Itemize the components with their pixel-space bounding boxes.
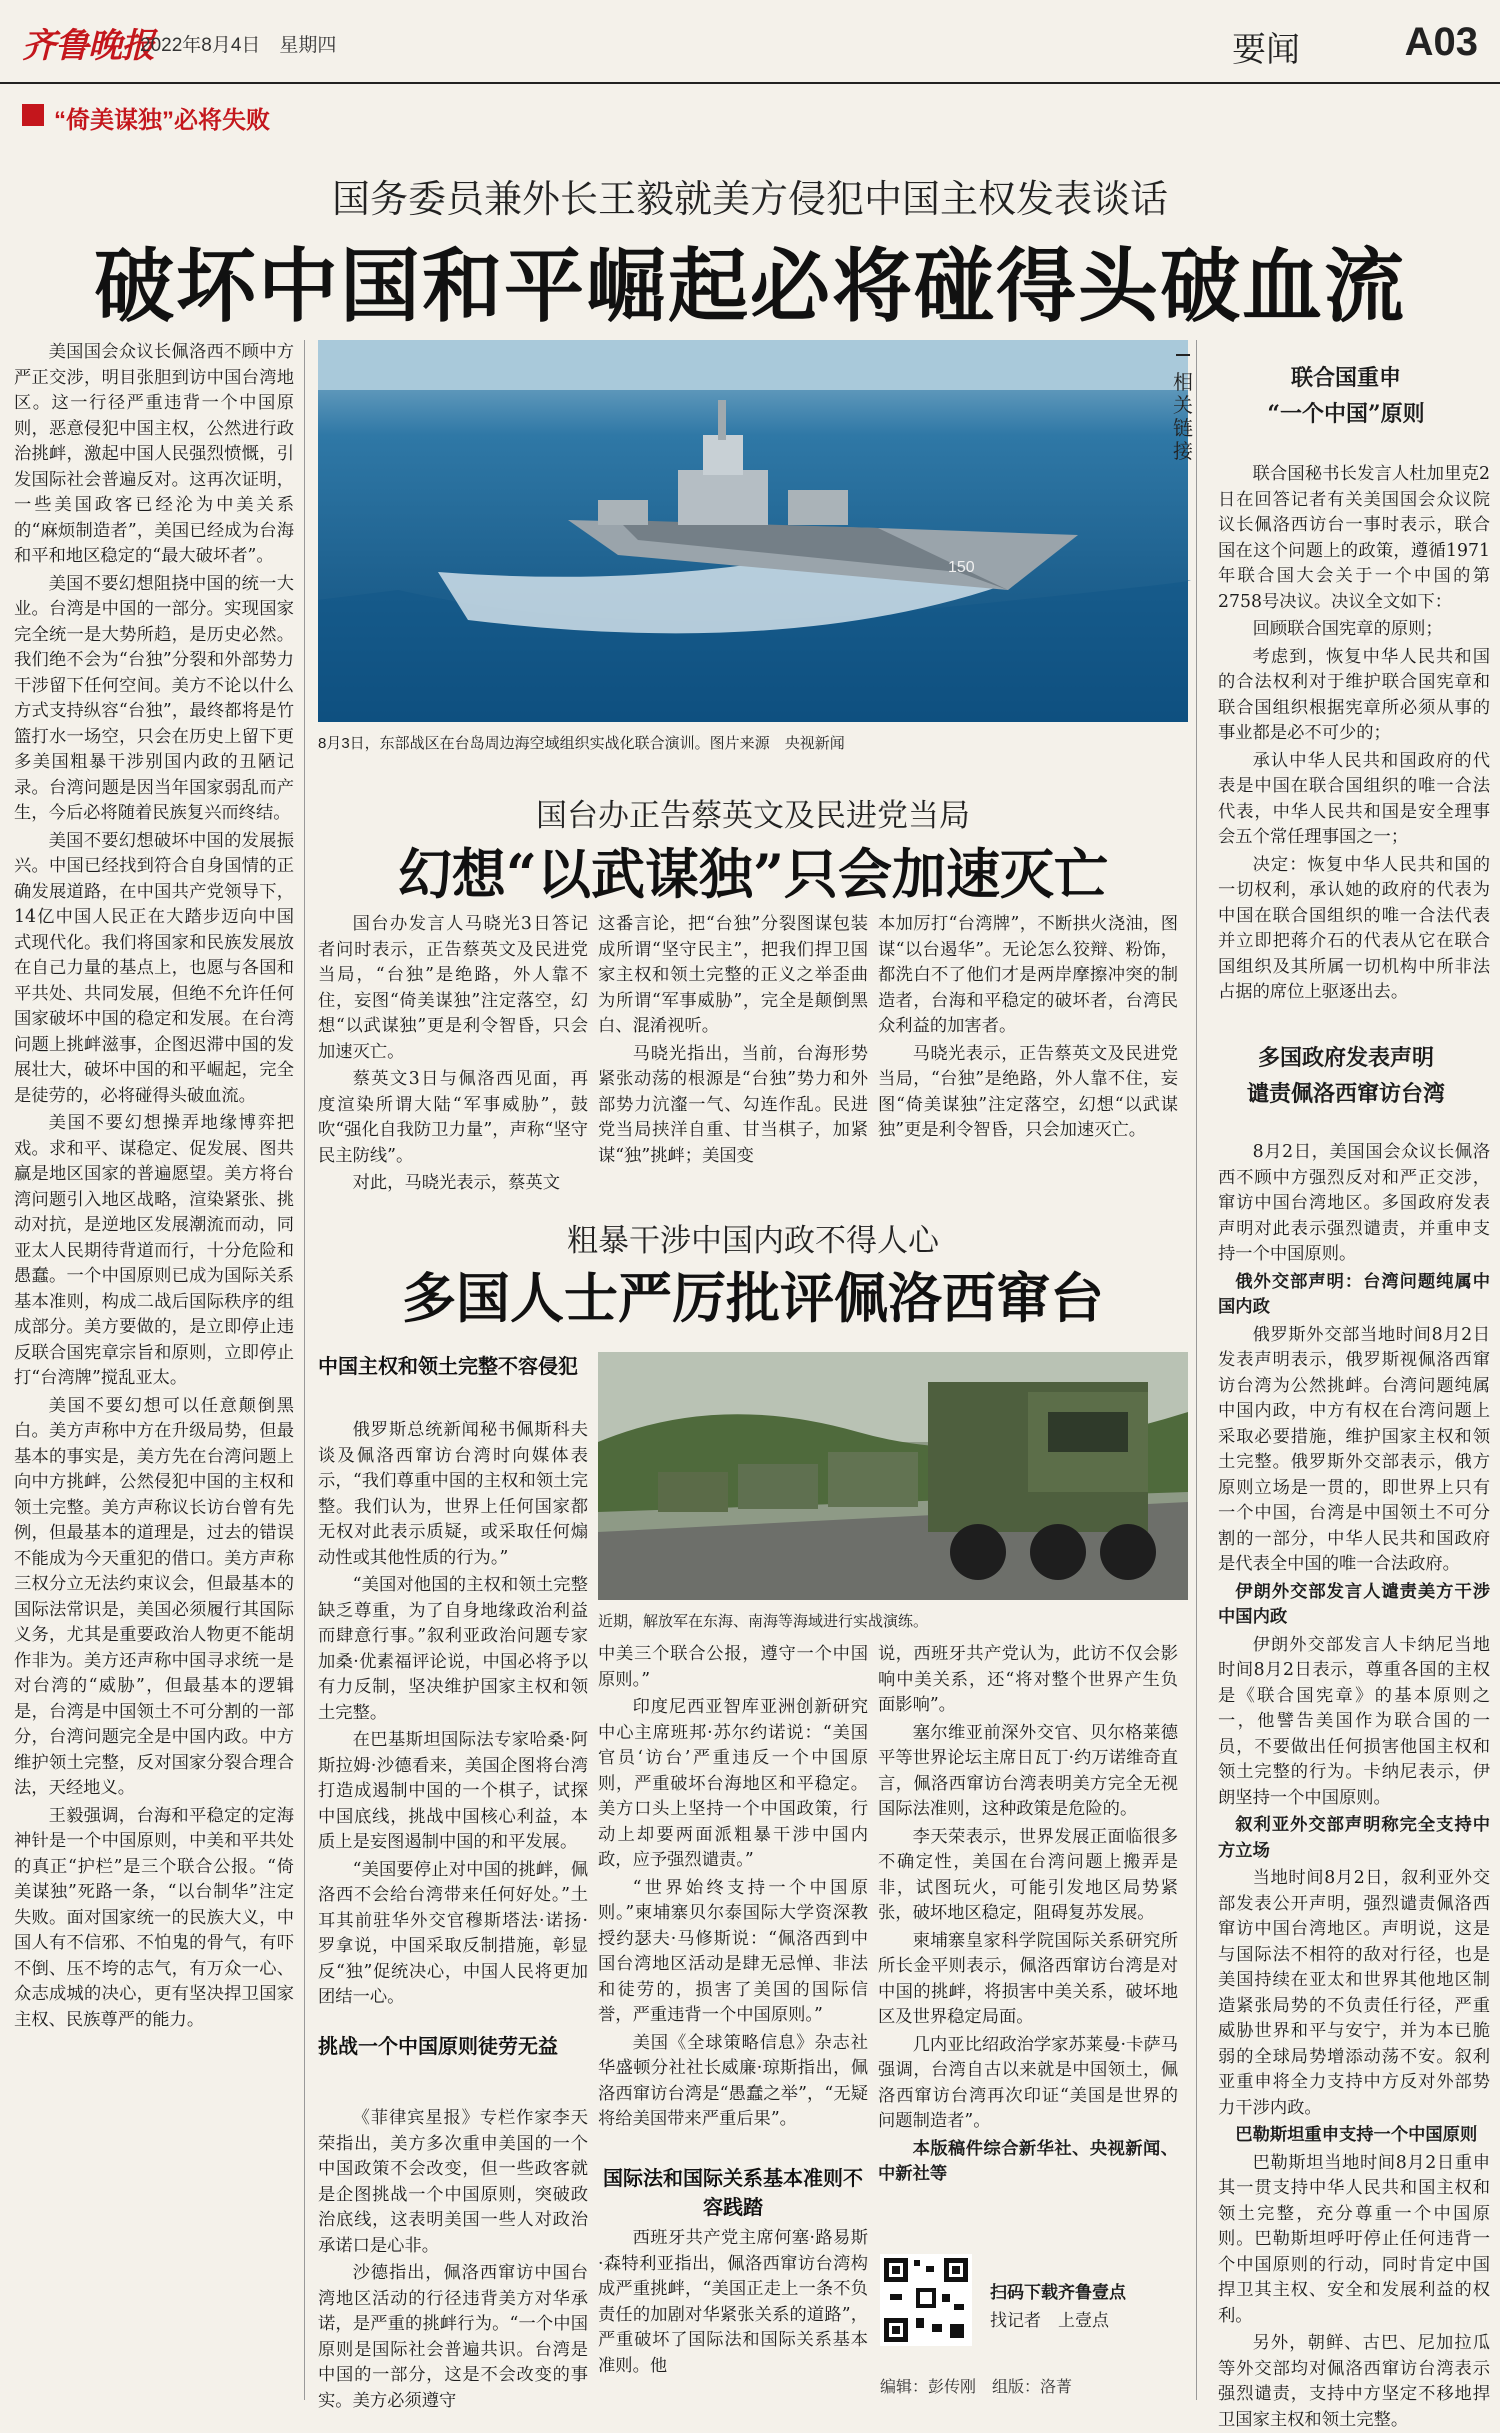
paragraph: 国台办发言人马晓光3日答记者问时表示，正告蔡英文及民进党当局，“台独”是绝路，外人靠不住，妄图“倚美谋独”注定落空，幻想“以武谋独”更是利令智昏，只会加速灭亡。 xyxy=(318,914,588,1062)
related-tag-rule xyxy=(1176,354,1190,356)
paragraph: “美国对他国的主权和领土完整缺乏尊重，为了自身地缘政治利益而肆意行事。”叙利亚政治问题专家加桑·优素福评论说，中国必将予以有力反制，坚决维护国家主权和领土完整。 xyxy=(318,1575,588,1723)
story2-column xyxy=(598,912,868,1212)
qr-code-icon[interactable] xyxy=(880,2254,972,2346)
warship-photo xyxy=(318,340,1188,722)
paragraph: 美国不要幻想可以任意颠倒黑白。美方声称中方在升级局势，但最基本的事实是，美方先在台湾问题上向中方挑衅，公然侵犯中国的主权和领土完整。美方声称议长访台曾有先例，但最基本的道理是，过去的错误不能成为今天重犯的借口。美方声称三权分立无法约束议会，但最基本的国际法常识是，美国必须履行其国际义务，尤其是重要政治人物更不能胡作非为。美方还声称中国寻求统一是对台湾的“威胁”，但最基本的逻辑是，台湾是中国领土不可分割的一部分，台湾问题完全是中国内政。中方维护领土完整，反对国家分裂合理合法，天经地义。 xyxy=(14,1395,294,1798)
qr-promo-title: 扫码下载齐鲁壹点 xyxy=(990,2283,1126,2303)
related-headline-line: “一个中国”原则 xyxy=(1267,401,1425,427)
paragraph: 回顾联合国宪章的原则； xyxy=(1252,619,1443,639)
paragraph: 美国不要幻想操弄地缘博弈把戏。求和平、谋稳定、促发展、图共赢是地区国家的普遍愿望。美方将台湾问题引入地区战略，渲染紧张、挑动对抗，是逆地区发展潮流而动，同亚太人民期待背道而行，十分危险和愚蠢。一个中国原则已成为国际关系基本准则，构成二战后国际秩序的组成部分。美方要做的，是立即停止违反联合国宪章宗旨和原则，立即停止打“台湾牌”搅乱亚太。 xyxy=(14,1113,294,1388)
paragraph: 李天荣表示，世界发展正面临很多不确定性，美国在台湾问题上搬弄是非，试图玩火，可能引发地区局势紧张，破坏地区稳定，阻碍复苏发展。 xyxy=(878,1826,1178,1923)
paragraph: 美国《全球策略信息》杂志社华盛顿分社社长威廉·琼斯指出，佩洛西窜访台湾是“愚蠢之举”，“无疑将给美国带来严重后果”。 xyxy=(598,2032,868,2129)
section-name: 要闻 xyxy=(1232,31,1300,69)
photo-caption: 近期，解放军在东海、南海等海域进行实战演练。 xyxy=(598,1613,929,1630)
paragraph: 马晓光指出，当前，台海形势紧张动荡的根源是“台独”势力和外部势力沆瀣一气、勾连作乱。民进党当局挟洋自重、甘当棋子，加紧谋“独”挑衅；美国变 xyxy=(598,1043,868,1166)
story2-column xyxy=(318,912,588,1212)
main-kicker: 国务委员兼外长王毅就美方侵犯中国主权发表谈话 xyxy=(331,177,1168,221)
subhead: 中国主权和领土完整不容侵犯 xyxy=(318,1354,578,1378)
related-headline-line: 联合国重申 xyxy=(1290,365,1401,391)
paragraph: 印度尼西亚智库亚洲创新研究中心主席班邦·苏尔约诺说：“美国官员‘访台’严重违反一个中国原则，严重破坏台海地区和平稳定。美方口头上坚持一个中国政策，行动上却要两面派粗暴干涉中国内政，应予强烈谴责。” xyxy=(598,1697,868,1870)
paragraph: “美国要停止对中国的挑衅，佩洛西不会给台湾带来任何好处。”土耳其前驻华外交官穆斯塔法·诺扬·罗拿说，中国采取反制措施，彰显反“独”促统决心，中国人民将更加团结一心。 xyxy=(318,1859,588,2007)
column-divider xyxy=(304,340,305,2400)
qr-promo[interactable] xyxy=(880,2254,1180,2354)
column-tag: “倚美谋独”必将失败 xyxy=(54,107,270,134)
paragraph: 这番言论，把“台独”分裂图谋包装成所谓“坚守民主”，把我们捍卫国家主权和领土完整的正义之举歪曲为所谓“军事威胁”，完全是颠倒黑白、混淆视听。 xyxy=(598,914,868,1036)
related-headline xyxy=(1206,1040,1486,1112)
page-number: A03 xyxy=(1404,20,1478,64)
hull-number: 150 xyxy=(948,559,975,576)
masthead xyxy=(0,0,1500,84)
story3-column xyxy=(318,2106,588,2411)
newspaper-logo: 齐鲁晚报 xyxy=(22,26,154,66)
paragraph: 柬埔寨皇家科学院国际关系研究所所长金平则表示，佩洛西窜访台湾是对中国的挑衅，将损害中美关系，破坏地区及世界稳定局面。 xyxy=(878,1930,1178,2027)
story3-column xyxy=(878,1642,1178,2240)
paragraph: 俄罗斯外交部当地时间8月2日发表声明表示，俄罗斯视佩洛西窜访台湾为公然挑衅。台湾问题纯属中国内政，中方有权在台湾问题上采取必要措施，维护国家主权和领土完整。俄罗斯外交部表示，俄方原则立场是一贯的，即世界上只有一个中国，台湾是中国领土不可分割的一部分，中华人民共和国政府是代表全中国的唯一合法政府。 xyxy=(1218,1324,1490,1574)
paragraph: 对此，马晓光表示，蔡英文 xyxy=(352,1173,560,1193)
story2-headline: 幻想“以武谋独”只会加速灭亡 xyxy=(397,842,1109,906)
source-credit: 本版稿件综合新华社、央视新闻、中新社等 xyxy=(878,2138,1178,2184)
subhead: 巴勒斯坦重申支持一个中国原则 xyxy=(1235,2125,1478,2145)
paragraph: 中美三个联合公报，遵守一个中国原则。” xyxy=(598,1644,868,1690)
paragraph: 西班牙共产党主席何塞·路易斯·森特利亚指出，佩洛西窜访台湾构成严重挑衅，“美国正走上一条不负责任的加剧对华紧张关系的道路”，严重破坏了国际法和国际关系基本准则。他 xyxy=(598,2228,868,2376)
story3-column xyxy=(598,1642,868,2158)
paragraph: 马晓光表示，正告蔡英文及民进党当局，“台独”是绝路，外人靠不住，妄图“倚美谋独”注定落空，幻想“以武谋独”更是利令智昏，只会加速灭亡。 xyxy=(878,1043,1178,1140)
paragraph: 承认中华人民共和国政府的代表是中国在联合国组织的唯一合法代表，中华人民共和国是安全理事会五个常任理事国之一； xyxy=(1218,750,1490,847)
main-story-body xyxy=(14,340,294,2400)
paragraph: 美国不要幻想阻挠中国的统一大业。台湾是中国的一部分。实现国家完全统一是大势所趋，是历史必然。我们绝不会为“台独”分裂和外部势力干涉留下任何空间。美方不论以什么方式支持纵容“台独”，最终都将是竹篮打水一场空，只会在历史上留下更多美国粗暴干涉别国内政的丑陋记录。台湾问题是因当年国家弱乱而产生，今后必将随着民族复兴而终结。 xyxy=(14,573,294,823)
subhead: 挑战一个中国原则徒劳无益 xyxy=(318,2034,558,2058)
paragraph: 当地时间8月2日，叙利亚外交部发表公开声明，强烈谴责佩洛西窜访中国台湾地区。声明说，这是与国际法不相符的敌对行径，也是美国持续在亚太和世界其他地区制造紧张局势的不负责任行径，严重威胁世界和平与安宁，并为本已脆弱的全球局势增添动荡不安。叙利亚重申将全力支持中方反对外部势力干涉内政。 xyxy=(1218,1868,1490,2118)
paragraph: 美国不要幻想破坏中国的发展振兴。中国已经找到符合自身国情的正确发展道路，在中国共产党领导下，14亿中国人民正在大踏步迈向中国式现代化。我们将国家和民族发展放在自己力量的基点上，也愿与各国和平共处、共同发展，但绝不允许任何国家破坏中国的稳定和发展。在台湾问题上挑衅滋事，企图迟滞中国的发展壮大，破坏中国的和平崛起，完全是徒劳的，必将碰得头破血流。 xyxy=(14,830,294,1106)
paragraph: 美国国会众议长佩洛西不顾中方严正交涉，明目张胆到访中国台湾地区。这一行径严重违背一个中国原则，恶意侵犯中国主权，公然进行政治挑衅，激起中国人民强烈愤慨，引发国际社会普遍反对。这再次证明，一些美国政客已经沦为中美关系的“麻烦制造者”，美国已经成为台海和平和地区稳定的“最大破坏者”。 xyxy=(14,342,294,566)
column-tag-square-icon xyxy=(22,104,44,126)
paragraph: 考虑到，恢复中华人民共和国的合法权利对于维护联合国宪章和联合国组织根据宪章所必须从事的事业都是必不可少的； xyxy=(1218,646,1490,743)
paragraph: 8月2日，美国国会众议长佩洛西不顾中方强烈反对和严正交涉，窜访中国台湾地区。多国政府发表声明对此表示强烈谴责，并重申支持一个中国原则。 xyxy=(1218,1142,1490,1264)
paragraph: 决定：恢复中华人民共和国的一切权利，承认她的政府的代表为中国在联合国组织的唯一合法代表并立即把蒋介石的代表从它在联合国组织及其所属一切机构中所非法占据的席位上驱逐出去。 xyxy=(1218,854,1490,1002)
paragraph: 说，西班牙共产党认为，此访不仅会影响中美关系，还“将对整个世界产生负面影响”。 xyxy=(878,1644,1178,1715)
military-trucks-photo xyxy=(598,1352,1188,1600)
paragraph: 巴勒斯坦当地时间8月2日重申其一贯支持中华人民共和国主权和领土完整，充分尊重一个中国原则。巴勒斯坦呼吁停止任何违背一个中国原则的行动，同时肯定中国捍卫其主权、安全和发展利益的权利。 xyxy=(1218,2152,1490,2326)
related-headline-line: 谴责佩洛西窜访台湾 xyxy=(1246,1081,1445,1107)
subhead: 叙利亚外交部声明称完全支持中方立场 xyxy=(1218,1815,1490,1861)
paragraph: 伊朗外交部发言人卡纳尼当地时间8月2日表示，尊重各国的主权是《联合国宪章》的基本原则之一，他譬告美国作为联合国的一员，不要做出任何损害他国主权和领土完整的行为。卡纳尼表示，伊朗坚持一个中国原则。 xyxy=(1218,1634,1490,1808)
paragraph: 几内亚比绍政治学家苏莱曼·卡萨马强调，台湾自古以来就是中国领土，佩洛西窜访台湾再次印证“美国是世界的问题制造者”。 xyxy=(878,2034,1178,2131)
paragraph: 联合国秘书长发言人杜加里克2日在回答记者有关美国国会众议院议长佩洛西访台一事时表示，联合国在这个问题上的政策，遵循1971年联合国大会关于一个中国的第2758号决议。决议全文如下： xyxy=(1218,464,1490,612)
paragraph: 另外，朝鲜、古巴、尼加拉瓜等外交部均对佩洛西窜访台湾表示强烈谴责，支持中方坚定不移地捍卫国家主权和领土完整。 xyxy=(1218,2333,1490,2430)
story3-headline: 多国人士严厉批评佩洛西窜台 xyxy=(402,1266,1104,1330)
column-divider xyxy=(1196,340,1197,2400)
paragraph: “世界始终支持一个中国原则。”柬埔寨贝尔泰国际大学资深教授约瑟夫·马修斯说：“佩洛西到中国台湾地区活动是肆无忌惮、非法和徒劳的，损害了美国的国际信誉，严重违背一个中国原则。” xyxy=(598,1877,868,2025)
paragraph: 在巴基斯坦国际法专家哈桑·阿斯拉姆·沙德看来，美国企图将台湾打造成遏制中国的一个棋子，试探中国底线，挑战中国核心利益，本质上是妄图遏制中国的和平发展。 xyxy=(318,1730,588,1852)
paragraph: 本加厉打“台湾牌”，不断拱火浇油，图谋“以台遏华”。无论怎么狡辩、粉饰，都洗白不了他们才是两岸摩擦冲突的制造者，台海和平稳定的破坏者，台湾民众利益的加害者。 xyxy=(878,914,1178,1036)
subhead: 俄外交部声明：台湾问题纯属中国内政 xyxy=(1218,1271,1490,1317)
dateline: 2022年8月4日 星期四 xyxy=(140,35,337,56)
story3-column xyxy=(318,1418,588,2024)
main-headline: 破坏中国和平崛起必将碰得头破血流 xyxy=(94,239,1406,333)
subhead: 伊朗外交部发言人谴责美方干涉中国内政 xyxy=(1218,1581,1490,1627)
story2-kicker: 国台办正告蔡英文及民进党当局 xyxy=(536,798,970,834)
paragraph: 塞尔维亚前深外交官、贝尔格莱德平等世界论坛主席日瓦丁·约万诺维奇直言，佩洛西窜访台湾表明美方完全无视国际法准则，这种政策是危险的。 xyxy=(878,1722,1178,1819)
subhead: 国际法和国际关系基本准则不容践踏 xyxy=(603,2166,863,2219)
related-links-tag: 相关链接 xyxy=(1173,372,1193,463)
paragraph: 王毅强调，台海和平稳定的定海神针是一个中国原则，中美和平共处的真正“护栏”是三个联合公报。“倚美谋独”死路一条，“以台制华”注定失败。面对国家统一的民族大义，中国人有不信邪、不怕鬼的骨气，有吓不倒、压不垮的志气，有万众一心、众志成城的决心，更有坚决捍卫国家主权、民族尊严的能力。 xyxy=(14,1805,294,2030)
related-headline-line: 多国政府发表声明 xyxy=(1257,1045,1434,1071)
related-headline xyxy=(1206,360,1486,432)
paragraph: 《菲律宾星报》专栏作家李天荣指出，美方多次重申美国的一个中国政策不会改变，但一些政客就是企图挑战一个中国原则，突破政治底线，这表明美国一些人对政治承诺口是心非。 xyxy=(318,2108,588,2256)
story3-column xyxy=(598,2226,868,2406)
paragraph: 蔡英文3日与佩洛西见面，再度渲染所谓大陆“军事威胁”，鼓吹“强化自我防卫力量”，声称“坚守民主防线”。 xyxy=(318,1069,588,1166)
related-body xyxy=(1218,1140,1490,2430)
qr-promo-subtitle: 找记者 上壹点 xyxy=(990,2311,1109,2331)
editor-credit: 编辑：彭传刚 组版：洛菁 xyxy=(880,2377,1073,2396)
paragraph: 沙德指出，佩洛西窜访中国台湾地区活动的行径违背美方对华承诺，是严重的挑衅行为。“一个中国原则是国际社会普遍共识。台湾是中国的一部分，这是不会改变的事实。美方必须遵守 xyxy=(318,2263,588,2411)
related-body xyxy=(1218,462,1490,1062)
photo-caption: 8月3日，东部战区在台岛周边海空域组织实战化联合演训。图片来源 央视新闻 xyxy=(318,735,845,752)
story2-column xyxy=(878,912,1178,1212)
paragraph: 俄罗斯总统新闻秘书佩斯科夫谈及佩洛西窜访台湾时向媒体表示，“我们尊重中国的主权和领土完整。我们认为，世界上任何国家都无权对此表示质疑，或采取任何煽动性或其他性质的行为。” xyxy=(318,1420,588,1568)
story3-kicker: 粗暴干涉中国内政不得人心 xyxy=(567,1223,939,1259)
